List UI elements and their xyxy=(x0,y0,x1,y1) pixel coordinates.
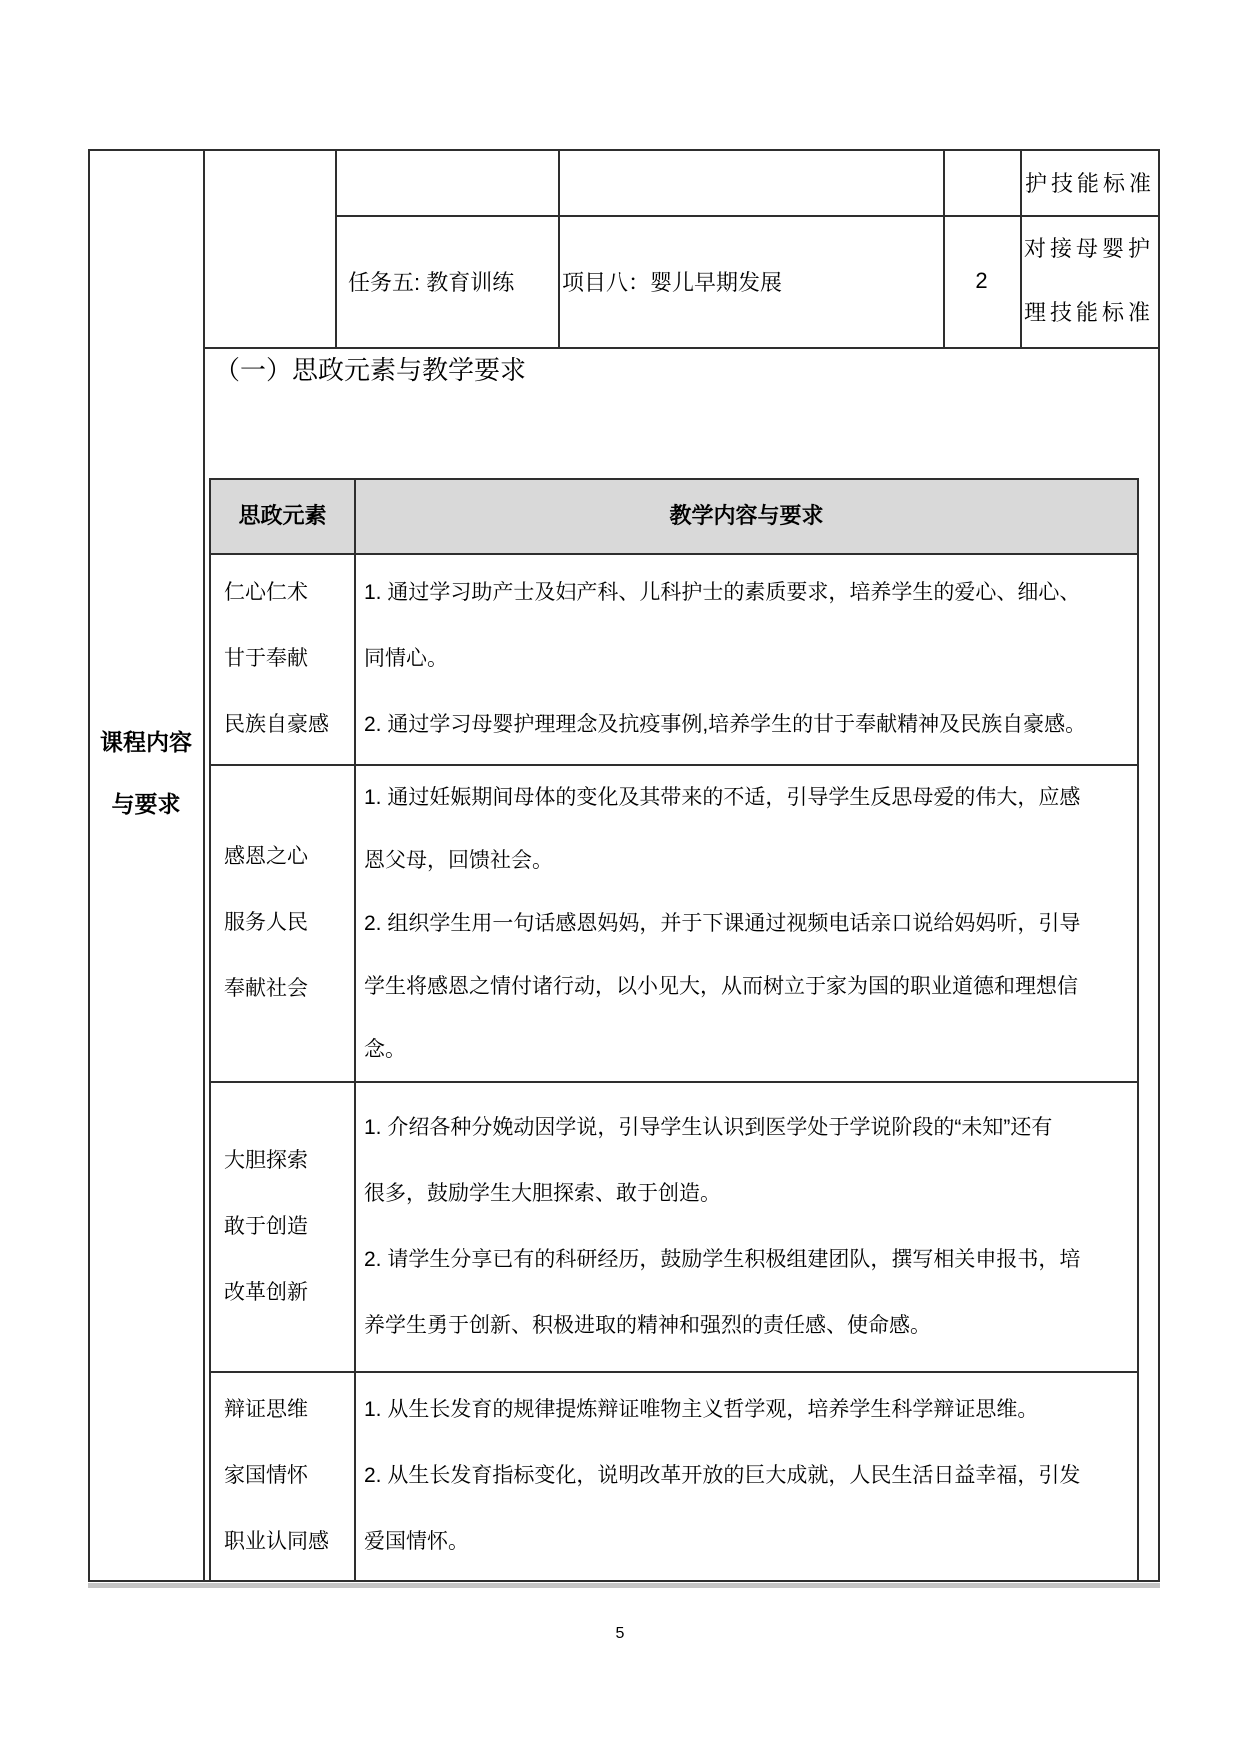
element-line: 职业认同感 xyxy=(224,1530,329,1554)
course-content-label xyxy=(89,711,203,835)
element-line: 大胆探索 xyxy=(224,1148,308,1172)
element-line: 服务人民 xyxy=(224,911,308,935)
content-line: 1. 介绍各种分娩动因学说，引导学生认识到医学处于学说阶段的“未知”还有 xyxy=(364,1115,1053,1139)
element-line: 民族自豪感 xyxy=(224,713,329,737)
element-cell xyxy=(211,555,356,764)
ideology-table xyxy=(209,478,1139,1582)
content-line: 学生将感恩之情付诸行动，以小见大，从而树立于家为国的职业道德和理想信 xyxy=(364,974,1078,998)
content-line: 很多，鼓励学生大胆探索、敢于创造。 xyxy=(364,1181,721,1205)
content-line: 同情心。 xyxy=(364,647,448,671)
content-cell xyxy=(356,766,1137,1081)
content-cell xyxy=(356,555,1137,764)
element-line: 感恩之心 xyxy=(224,845,308,869)
content-line: 恩父母，回馈社会。 xyxy=(364,848,553,872)
element-line: 奉献社会 xyxy=(224,977,308,1001)
table-right-border xyxy=(1158,149,1160,1582)
standard-cell-line1: 对接母婴护 xyxy=(1024,236,1155,261)
element-line: 辩证思维 xyxy=(224,1398,308,1422)
section-heading: （一）思政元素与教学要求 xyxy=(214,355,527,385)
table-left-border xyxy=(88,149,90,1582)
table-top-border xyxy=(88,149,1160,151)
standard-cell-partial: 护技能标准 xyxy=(1025,170,1156,196)
ideology-table-header-row xyxy=(211,480,1137,553)
table-row-benevolence xyxy=(211,553,1137,764)
table-bottom-shadow xyxy=(88,1583,1160,1588)
element-line: 仁心仁术 xyxy=(224,581,308,605)
element-cell xyxy=(211,1083,356,1371)
page-number: 5 xyxy=(615,1625,625,1642)
content-line: 2. 通过学习母婴护理理念及抗疫事例,培养学生的甘于奉献精神及民族自豪感。 xyxy=(364,713,1087,737)
top-table-divider-2 xyxy=(558,149,560,347)
table-row-exploration xyxy=(211,1081,1137,1371)
course-content-label-line1: 课程内容 xyxy=(100,729,192,755)
header-requirement-cell: 教学内容与要求 xyxy=(669,503,824,529)
content-line: 2. 组织学生用一句话感恩妈妈，并于下课通过视频电话亲口说给妈妈听，引导 xyxy=(364,911,1081,935)
hours-cell: 2 xyxy=(975,268,988,293)
standard-cell xyxy=(1022,217,1158,345)
content-line: 1. 通过妊娠期间母体的变化及其带来的不适，引导学生反思母爱的伟大，应感 xyxy=(364,785,1081,809)
course-content-label-line2: 与要求 xyxy=(111,791,181,817)
standard-cell-line2: 理技能标准 xyxy=(1024,300,1155,325)
table-row-dialectic xyxy=(211,1371,1137,1580)
content-line: 念。 xyxy=(364,1037,406,1061)
top-table-divider-1 xyxy=(335,149,337,347)
element-line: 改革创新 xyxy=(224,1280,308,1304)
project-cell: 项目八：婴儿早期发展 xyxy=(562,269,783,295)
element-line: 敢于创造 xyxy=(224,1214,308,1238)
top-table-bottom-divider xyxy=(203,347,1160,349)
content-line: 1. 通过学习助产士及妇产科、儿科护士的素质要求，培养学生的爱心、细心、 xyxy=(364,581,1081,605)
content-cell xyxy=(356,1373,1137,1580)
table-row-gratitude xyxy=(211,764,1137,1081)
content-cell xyxy=(356,1083,1137,1371)
content-line: 1. 从生长发育的规律提炼辩证唯物主义哲学观，培养学生科学辩证思维。 xyxy=(364,1398,1039,1422)
element-cell xyxy=(211,1373,356,1580)
element-cell xyxy=(211,766,356,1081)
element-line: 甘于奉献 xyxy=(224,647,308,671)
task-cell: 任务五: 教育训练 xyxy=(348,269,515,295)
header-element-cell: 思政元素 xyxy=(211,480,356,553)
content-line: 养学生勇于创新、积极进取的精神和强烈的责任感、使命感。 xyxy=(364,1313,931,1337)
content-line: 爱国情怀。 xyxy=(364,1530,469,1554)
element-line: 家国情怀 xyxy=(224,1464,308,1488)
course-column-divider xyxy=(203,149,205,1582)
content-line: 2. 请学生分享已有的科研经历，鼓励学生积极组建团队，撰写相关申报书，培 xyxy=(364,1247,1081,1271)
content-line: 2. 从生长发育指标变化，说明改革开放的巨大成就，人民生活日益幸福，引发 xyxy=(364,1464,1081,1488)
